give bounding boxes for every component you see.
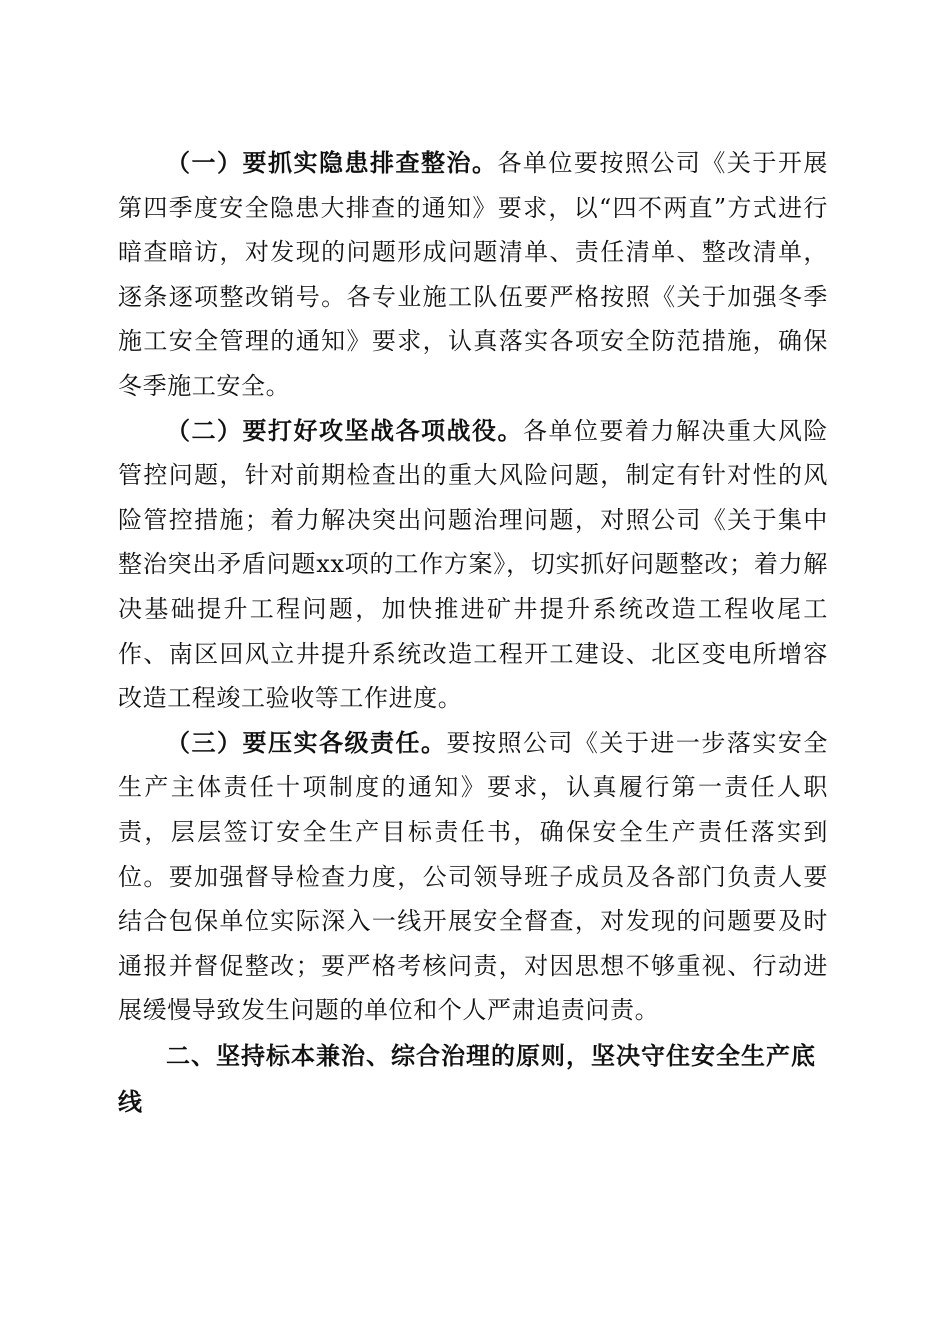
section-1-body: 各单位要按照公司《关于开展第四季度安全隐患大排查的通知》要求，以“四不两直”方式进行暗查暗访，对发现的问题形成问题清单、责任清单、整改清单，逐条逐项整改销号。各专业施工队伍要严格按照《关于加强冬季施工安全管理的通知》要求，认真落实各项安全防范措施，确保冬季施工安全。	[118, 149, 828, 400]
section-3-body: 要按照公司《关于进一步落实安全生产主体责任十项制度的通知》要求，认真履行第一责任人职责，层层签订安全生产目标责任书，确保安全生产责任落实到位。要加强督导检查力度，公司领导班子成员及各部门负责人要结合包保单位实际深入一线开展安全督查，对发现的问题要及时通报并督促整改；要严格考核问责，对因思想不够重视、行动进展缓慢导致发生问题的单位和个人严肃追责问责。	[118, 728, 828, 1025]
document-body	[118, 141, 828, 1125]
section-2-body: 各单位要着力解决重大风险管控问题，针对前期检查出的重大风险问题，制定有针对性的风险管控措施；着力解决突出问题治理问题，对照公司《关于集中整治突出矛盾问题xx项的工作方案》，切实抓好问题整改；着力解决基础提升工程问题，加快推进矿井提升系统改造工程收尾工作、南区回风立井提升系统改造工程开工建设、北区变电所增容改造工程竣工验收等工作进度。	[118, 416, 828, 713]
paragraph-section-3	[118, 721, 828, 1033]
section-3-lead: （三）要压实各级责任。	[166, 728, 447, 757]
section-2-lead: （二）要打好攻坚战各项战役。	[166, 416, 523, 445]
paragraph-section-1	[118, 141, 828, 409]
section-heading-2: 二、坚持标本兼治、综合治理的原则，坚决守住安全生产底线	[118, 1041, 816, 1116]
paragraph-section-2	[118, 409, 828, 721]
section-1-lead: （一）要抓实隐患排查整治。	[166, 149, 498, 177]
